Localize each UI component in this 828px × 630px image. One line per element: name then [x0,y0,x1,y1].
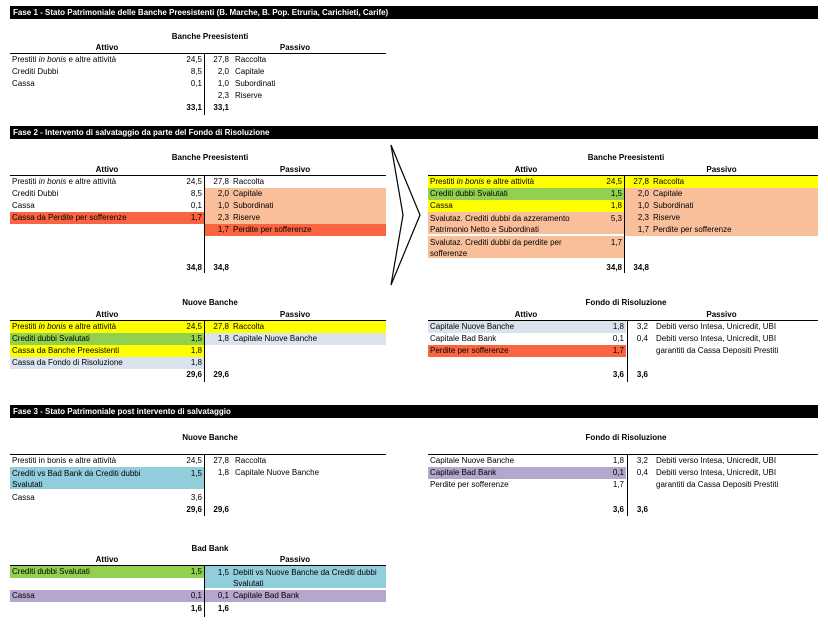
fase3-nb-asset-value: 3,6 [190,493,202,502]
fase3-bb-passivo-header: Passivo [279,555,311,564]
fase2-fr-liability-row: garantiti da Cassa Depositi Prestiti [656,346,779,355]
fase3-nb-asset-row: Prestiti in bonis e altre attività [12,456,117,465]
fase2-nb-liability-row: Capitale Nuove Banche [231,333,386,345]
fase2-nb-asset-value: 1,5 [160,333,204,345]
fase1-liability-row: Capitale [235,67,265,76]
fase2-bp1-liability-value: 2,3 [205,212,231,224]
fase2-bp2-passivo-header: Passivo [706,165,737,174]
fase2-bp1-asset-value: 24,5 [186,177,202,186]
fase3-nb-liability-row: Capitale Nuove Banche [235,468,320,477]
transition-arrow-icon [390,144,422,286]
fase2-fr-liability-row: Debiti verso Intesa, Unicredit, UBI [656,334,777,343]
fase3-bb-total-liabilities: 1,6 [217,604,229,613]
fase2-bp2-liability-value: 2,0 [625,188,651,200]
fase2-nb-asset-value: 24,5 [160,321,204,333]
fase2-nb-asset-row: Prestiti in bonis e altre attività [10,321,160,333]
fase2-nb-passivo-header: Passivo [279,310,311,319]
fase1-asset-value: 8,5 [190,67,202,76]
fase3-nb-asset-value: 24,5 [186,456,202,465]
fase2-nb-asset-row: Crediti dubbi Svalutati [10,333,160,345]
fase2-nb-total-liabilities: 29,6 [213,370,229,379]
fase2-fr-liability-value: 3,2 [636,322,648,331]
fase3-fr-asset-row: Perdite per sofferenze [430,480,509,489]
fase2-fr-asset-row: Capitale Bad Bank [430,334,497,343]
fase2-nb-asset-value: 1,8 [160,357,204,369]
fase2-bp1-liability-row: Subordinati [231,200,386,212]
fase1-asset-row: Cassa [12,79,35,88]
fase3-bb-total-assets: 1,6 [190,604,202,613]
fase2-bp2-total-assets: 34,8 [606,263,622,272]
fase2-bp2-asset-row: Svalutaz. Crediti dubbi da perdite per sofferenze [428,236,582,258]
fase2-bp2-asset-row: Svalutaz. Crediti dubbi da azzeramento Patrimonio Netto e Subordinati [428,212,582,234]
fase2-fr-total-liabilities: 3,6 [636,370,648,379]
fase3-bb-title: Bad Bank [191,544,229,553]
fase2-bp2-liability-row: Capitale [651,188,818,200]
fase3-nb-liability-value: 27,8 [213,456,229,465]
fase2-bp1-liability-row: Capitale [231,188,386,200]
fase2-bp2-liability-value: 27,8 [625,176,651,188]
fase2-nb-liability-row: Raccolta [231,321,386,333]
fase2-bp1-title: Banche Preesistenti [171,153,249,162]
fase1-asset-row: Crediti Dubbi [12,67,59,76]
fase1-liability-value: 1,0 [217,79,229,88]
fase3-fr-asset-row: Capitale Nuove Banche [430,456,515,465]
fase2-bp2-liability-row: Subordinati [651,200,818,212]
fase2-bp1-liability-value: 1,0 [205,200,231,212]
fase2-bp1-passivo-header: Passivo [279,165,311,174]
fase3-bb-liability-value: 0,1 [205,590,231,602]
fase3-header-bar: Fase 3 - Stato Patrimoniale post intervento di salvataggio [10,405,818,418]
fase1-total-assets: 33,1 [186,103,202,112]
fase2-bp1-liability-row: Raccolta [233,177,265,186]
fase3-fr-liability-row: Debiti verso Intesa, Unicredit, UBI [656,468,777,477]
fase2-bp2-liability-row: Perdite per sofferenze [651,224,818,236]
fase2-fr-liability-row: Debiti verso Intesa, Unicredit, UBI [656,322,777,331]
fase3-fr-liability-value: 3,2 [636,456,648,465]
fase1-asset-row: Prestiti in bonis e altre attività [12,55,117,64]
fase2-bp1-asset-row: Prestiti in bonis e altre attività [12,177,117,186]
fase1-liability-value: 27,8 [213,55,229,64]
fase3-bb-asset-value: 0,1 [160,590,204,602]
fase2-fr-passivo-header: Passivo [706,310,737,319]
fase1-attivo-header: Attivo [95,43,119,52]
fase3-bb-asset-value: 1,5 [160,566,204,578]
fase2-nb-liability-value: 1,8 [205,333,231,345]
fase2-bp2-asset-value: 1,8 [582,200,624,212]
fase2-bp1-liability-row: Perdite per sofferenze [231,224,386,236]
fase3-fr-liability-row: garantiti da Cassa Depositi Prestiti [656,480,779,489]
fase1-liability-row: Subordinati [235,79,276,88]
fase2-bp1-liability-value: 27,8 [213,177,229,186]
fase2-bp1-total-liabilities: 34,8 [213,263,229,272]
fase3-fr-liability-row: Debiti verso Intesa, Unicredit, UBI [656,456,777,465]
fase2-bp1-liability-value: 1,7 [205,224,231,236]
fase2-fr-asset-value: 0,1 [612,334,624,343]
fase2-bp1-asset-row: Cassa da Perdite per sofferenze [10,212,160,224]
fase3-bb-liability-row: Capitale Bad Bank [231,590,386,602]
fase2-bp1-asset-row: Cassa [12,201,35,210]
fase2-nb-total-assets: 29,6 [186,370,202,379]
fase2-bp2-asset-value: 5,3 [582,212,624,234]
fase2-header-bar: Fase 2 - Intervento di salvataggio da parte del Fondo di Risoluzione [10,126,818,139]
fase2-nb-liability-value: 27,8 [205,321,231,333]
fase2-nb-asset-row: Cassa da Fondo di Risoluzione [10,357,160,369]
fase2-nb-title: Nuove Banche [182,298,238,307]
fase2-fr-total-assets: 3,6 [612,370,624,379]
fase3-fr-total-assets: 3,6 [612,505,624,514]
fase3-nb-asset-row: Cassa [12,493,35,502]
fase3-bb-asset-row: Crediti dubbi Svalutati [10,566,160,578]
fase3-fr-title: Fondo di Risoluzione [585,433,667,442]
fase1-liability-value: 2,0 [217,67,229,76]
fase2-bp2-asset-row: Crediti dubbi Svalutati [428,188,582,200]
fase2-bp1-total-assets: 34,8 [186,263,202,272]
fase1-liability-value: 2,3 [217,91,229,100]
fase2-bp2-liability-value: 2,3 [625,212,651,224]
fase2-bp2-title: Banche Preesistenti [587,153,665,162]
fase1-header-bar: Fase 1 - Stato Patrimoniale delle Banche Preesistenti (B. Marche, B. Pop. Etruria, Carichieti, Carife) [10,6,818,19]
fase2-bp1-attivo-header: Attivo [95,165,119,174]
fase2-fr-asset-row: Capitale Nuove Banche [428,321,582,333]
fase3-bb-liability-value: 1,5 [205,566,231,588]
fase3-nb-liability-value: 1,8 [217,468,229,477]
fase2-bp2-total-liabilities: 34,8 [633,263,649,272]
fase2-bp1-liability-row: Riserve [231,212,386,224]
fase2-bp2-asset-row: Cassa [428,200,582,212]
fase3-fr-liability-value: 0,4 [636,468,648,477]
fase2-bp2-asset-value: 1,5 [582,188,624,200]
fase2-bp1-asset-value: 0,1 [190,201,202,210]
fase2-bp2-asset-value: 1,7 [582,236,624,258]
fase3-fr-asset-value: 1,8 [612,456,624,465]
fase2-bp1-asset-row: Crediti Dubbi [12,189,59,198]
fase1-liability-row: Riserve [235,91,263,100]
fase1-total-liabilities: 33,1 [213,103,229,112]
fase1-passivo-header: Passivo [279,43,311,52]
fase3-bb-asset-row: Cassa [10,590,160,602]
fase2-fr-title: Fondo di Risoluzione [585,298,667,307]
fase1-table-title: Banche Preesistenti [171,32,249,41]
fase3-fr-asset-row: Capitale Bad Bank [428,467,582,479]
fase2-fr-asset-value: 1,8 [582,321,626,333]
fase1-asset-value: 0,1 [190,79,202,88]
fase2-bp2-asset-row: Prestiti in bonis e altre attività [428,176,582,188]
fase2-fr-liability-value: 0,4 [636,334,648,343]
fase3-bb-attivo-header: Attivo [95,555,119,564]
fase3-nb-asset-row: Crediti vs Bad Bank da Crediti dubbi Svalutati [10,467,160,489]
fase2-bp1-asset-value: 8,5 [190,189,202,198]
fase2-bp1-asset-value: 1,7 [160,212,204,224]
fase1-liability-row: Raccolta [235,55,267,64]
fase2-fr-attivo-header: Attivo [514,310,538,319]
fase2-nb-asset-row: Cassa da Banche Preesistenti [10,345,160,357]
fase3-nb-total-assets: 29,6 [186,505,202,514]
fase2-bp2-liability-value: 1,0 [625,200,651,212]
fase3-bb-liability-row: Debiti vs Nuove Banche da Crediti dubbi Svalutati [231,566,386,588]
fase2-bp2-asset-value: 24,5 [582,176,624,188]
fase3-fr-asset-value: 0,1 [582,467,626,479]
fase3-nb-title: Nuove Banche [182,433,238,442]
fase2-bp2-liability-row: Raccolta [651,176,818,188]
fase2-bp2-liability-value: 1,7 [625,224,651,236]
fase2-bp1-liability-value: 2,0 [205,188,231,200]
fase3-nb-liability-row: Raccolta [235,456,267,465]
fase3-nb-asset-value: 1,5 [160,467,204,489]
fase1-asset-value: 24,5 [186,55,202,64]
fase2-fr-asset-value: 1,7 [582,345,626,357]
fase2-bp2-attivo-header: Attivo [514,165,538,174]
fase3-fr-total-liabilities: 3,6 [636,505,648,514]
fase2-nb-attivo-header: Attivo [95,310,119,319]
fase2-nb-asset-value: 1,8 [160,345,204,357]
fase3-nb-total-liabilities: 29,6 [213,505,229,514]
fase2-fr-asset-row: Perdite per sofferenze [428,345,582,357]
fase2-bp2-liability-row: Riserve [651,212,818,224]
fase3-fr-asset-value: 1,7 [612,480,624,489]
